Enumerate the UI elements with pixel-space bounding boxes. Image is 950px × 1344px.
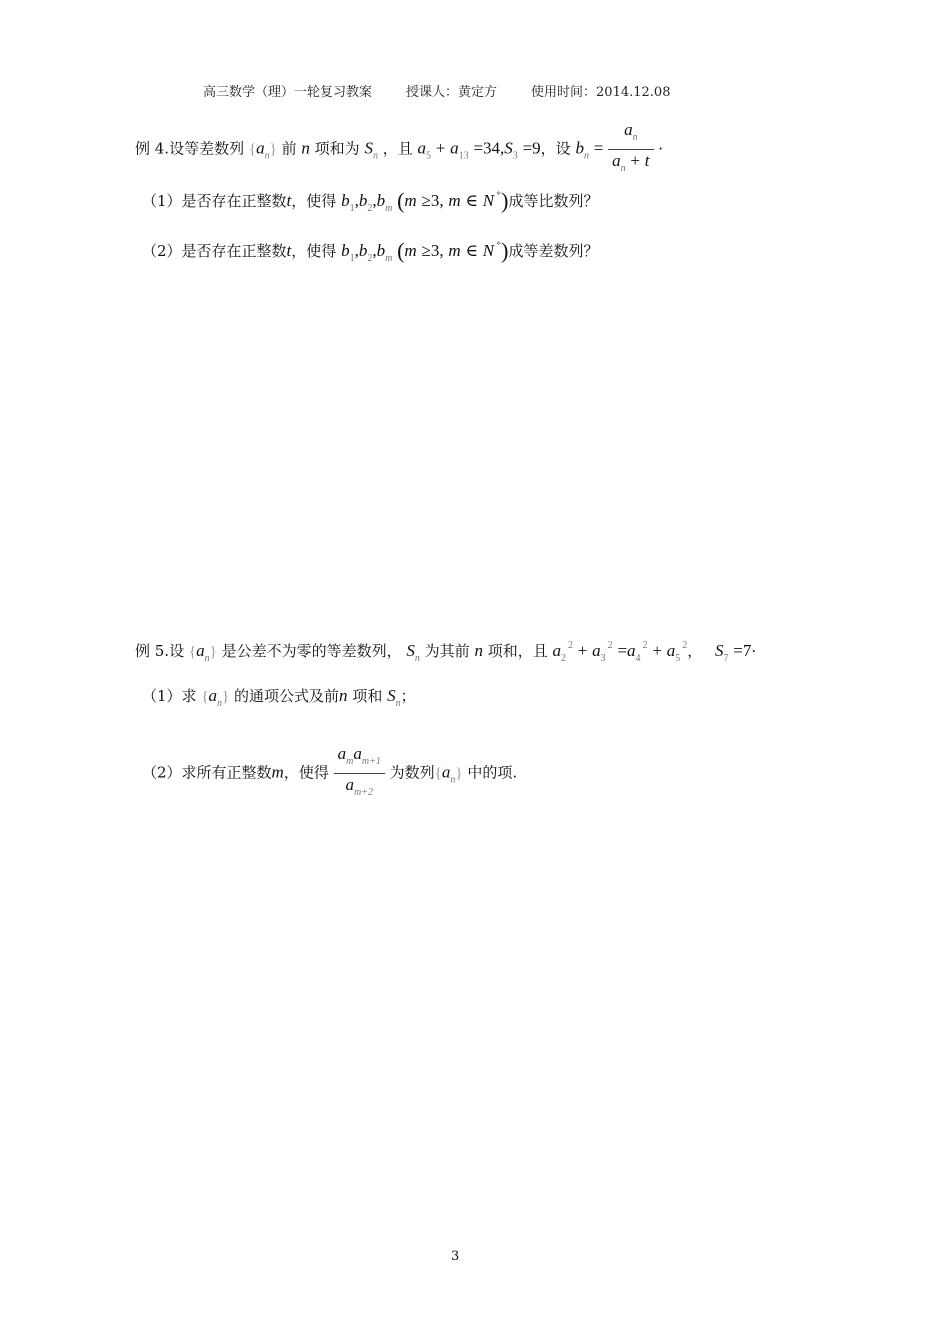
var-am1: a: [353, 744, 362, 763]
q-text: ，使得: [291, 242, 337, 260]
ex4-text-5: ，设: [540, 139, 571, 158]
left-paren: (: [397, 188, 405, 213]
subscript: m: [346, 756, 354, 767]
q-tail: 成等差数列？: [508, 242, 599, 260]
plus-sign: +: [652, 641, 662, 660]
example4-stem: [135, 120, 663, 179]
comma: ,: [372, 241, 377, 260]
fraction-am: [334, 744, 385, 803]
fraction-numerator: [334, 744, 385, 774]
fraction-bn: [608, 120, 653, 179]
fraction-numerator: [608, 120, 653, 150]
fraction-denominator: [334, 774, 385, 803]
comma: ,: [354, 241, 359, 260]
var-bm: b: [376, 241, 386, 260]
page-number: 3: [451, 1249, 460, 1264]
fraction-denominator: [608, 150, 653, 179]
var-S: S: [364, 138, 373, 158]
header-teacher: 授课人：黄定方: [406, 85, 498, 100]
var-a5: a: [417, 138, 427, 158]
subscript: n: [395, 698, 401, 709]
ge-3: ≥3,: [421, 241, 444, 260]
example5-stem: [135, 636, 756, 669]
var-a3: a: [592, 641, 601, 660]
superscript: 2: [682, 640, 688, 651]
superscript: 2: [642, 640, 648, 651]
var-b1: b: [341, 191, 350, 210]
equals-sign: =: [617, 641, 628, 660]
plus-sign: +: [435, 138, 446, 158]
var-a: a: [256, 138, 265, 158]
var-a4: a: [627, 641, 636, 660]
ge-3: ≥3,: [421, 191, 444, 210]
var-m: m: [404, 241, 417, 260]
q-text: 的通项公式及前: [234, 687, 340, 705]
end-dot: ·: [658, 139, 664, 158]
var-n: n: [301, 138, 310, 158]
q-tail: 中的项.: [467, 763, 518, 782]
var-b2: b: [358, 241, 368, 260]
q-label: （2）求所有正整数: [142, 763, 272, 782]
var-n: n: [474, 641, 483, 660]
example4-question-1: [142, 186, 598, 219]
var-n: n: [339, 686, 348, 705]
right-brace: }: [222, 689, 230, 705]
example4-question-2: [142, 236, 598, 269]
left-brace: {: [201, 689, 209, 705]
subscript: 7: [723, 653, 729, 664]
ex5-text-5: ，: [687, 642, 703, 660]
superscript: *: [496, 240, 502, 251]
var-a: a: [624, 120, 633, 139]
var-m: m: [448, 191, 461, 210]
var-b1: b: [341, 241, 350, 260]
var-am2: a: [345, 775, 354, 794]
equals-9: =9: [522, 138, 541, 158]
subscript: 1: [349, 203, 355, 214]
subscript: n: [264, 150, 270, 162]
subscript: m+1: [361, 756, 381, 767]
right-brace: }: [455, 765, 463, 782]
subscript: n: [583, 150, 589, 162]
subscript: n: [620, 163, 626, 174]
subscript: n: [372, 150, 378, 162]
var-a: a: [208, 686, 218, 705]
subscript: 5: [675, 653, 681, 664]
subscript: 1: [349, 253, 355, 264]
end-dot: ·: [751, 642, 757, 660]
var-t: t: [286, 191, 292, 210]
q-tail: ；: [400, 687, 416, 705]
left-brace: {: [188, 644, 197, 660]
subscript: m: [385, 253, 393, 264]
superscript: *: [496, 190, 502, 201]
var-t: t: [644, 151, 650, 170]
page-header: [203, 83, 670, 103]
equals-sign: =: [593, 138, 604, 158]
var-a5: a: [666, 641, 676, 660]
var-bm: b: [376, 191, 386, 210]
example5-question-1: [142, 686, 416, 714]
var-N: N: [482, 191, 495, 210]
right-paren: ): [501, 238, 509, 263]
var-S: S: [406, 641, 415, 660]
subscript: n: [450, 774, 456, 786]
q-text: ，使得: [283, 763, 329, 782]
var-a: a: [612, 151, 621, 170]
superscript: 2: [568, 640, 574, 651]
equals-34: =34,: [473, 138, 505, 158]
left-brace: {: [248, 141, 257, 158]
subscript: m: [385, 203, 393, 214]
element-of: ∈: [465, 191, 479, 210]
comma: ,: [354, 191, 359, 210]
example5-question-2: [142, 744, 517, 803]
ex4-text-1: 例 4.设等差数列: [135, 139, 245, 158]
var-N: N: [482, 241, 495, 260]
comma: ,: [372, 191, 377, 210]
var-a13: a: [450, 138, 459, 158]
subscript: 2: [561, 653, 567, 664]
superscript: 2: [607, 640, 613, 651]
ex4-text-3: 项和为: [314, 139, 360, 158]
equals-7: =7: [733, 641, 752, 660]
q-tail: 成等比数列？: [508, 192, 599, 210]
subscript: 2: [367, 253, 373, 264]
subscript: 2: [367, 203, 373, 214]
q-label: （1）求: [142, 687, 197, 705]
left-brace: {: [434, 765, 442, 782]
subscript: n: [204, 653, 210, 664]
plus-sign: +: [630, 151, 640, 170]
var-a: a: [196, 641, 205, 660]
ex5-text-2: 是公差不为零的等差数列，: [221, 642, 402, 660]
q-label: （1）是否存在正整数: [142, 192, 287, 210]
var-m: m: [404, 191, 417, 210]
header-date: 使用时间：2014.12.08: [531, 85, 671, 100]
q-text-2: 为数列: [389, 763, 435, 782]
subscript: n: [414, 653, 420, 664]
subscript: n: [632, 132, 638, 143]
subscript: m+2: [353, 787, 373, 798]
var-a: a: [441, 762, 451, 782]
right-brace: }: [209, 644, 217, 660]
var-S7: S: [715, 641, 724, 660]
header-course: 高三数学（理）一轮复习教案: [203, 85, 373, 100]
var-t: t: [286, 241, 292, 260]
subscript: 5: [426, 150, 432, 162]
ex4-text-4: ，且: [382, 139, 413, 158]
q-text: ，使得: [291, 192, 337, 210]
var-S: S: [387, 686, 396, 705]
subscript: 13: [458, 150, 469, 162]
var-b: b: [575, 138, 584, 158]
q-label: （2）是否存在正整数: [142, 242, 287, 260]
plus-sign: +: [577, 641, 588, 660]
element-of: ∈: [465, 241, 479, 260]
var-a2: a: [552, 641, 562, 660]
subscript: n: [217, 698, 223, 709]
var-m: m: [271, 762, 284, 782]
var-m: m: [448, 241, 461, 260]
var-S3: S: [504, 138, 513, 158]
ex5-text-1: 例 5.设: [135, 642, 185, 660]
right-brace: }: [269, 141, 277, 158]
q-text-2: 项和: [352, 687, 383, 705]
subscript: 3: [512, 150, 518, 162]
ex5-text-3: 为其前: [424, 642, 470, 660]
right-paren: ): [501, 188, 509, 213]
subscript: 4: [635, 653, 641, 664]
ex4-text-2: 前: [281, 139, 297, 158]
var-b2: b: [358, 191, 368, 210]
var-am: a: [337, 744, 347, 763]
left-paren: (: [397, 238, 405, 263]
subscript: 3: [600, 653, 606, 664]
ex5-text-4: 项和，且: [487, 642, 548, 660]
